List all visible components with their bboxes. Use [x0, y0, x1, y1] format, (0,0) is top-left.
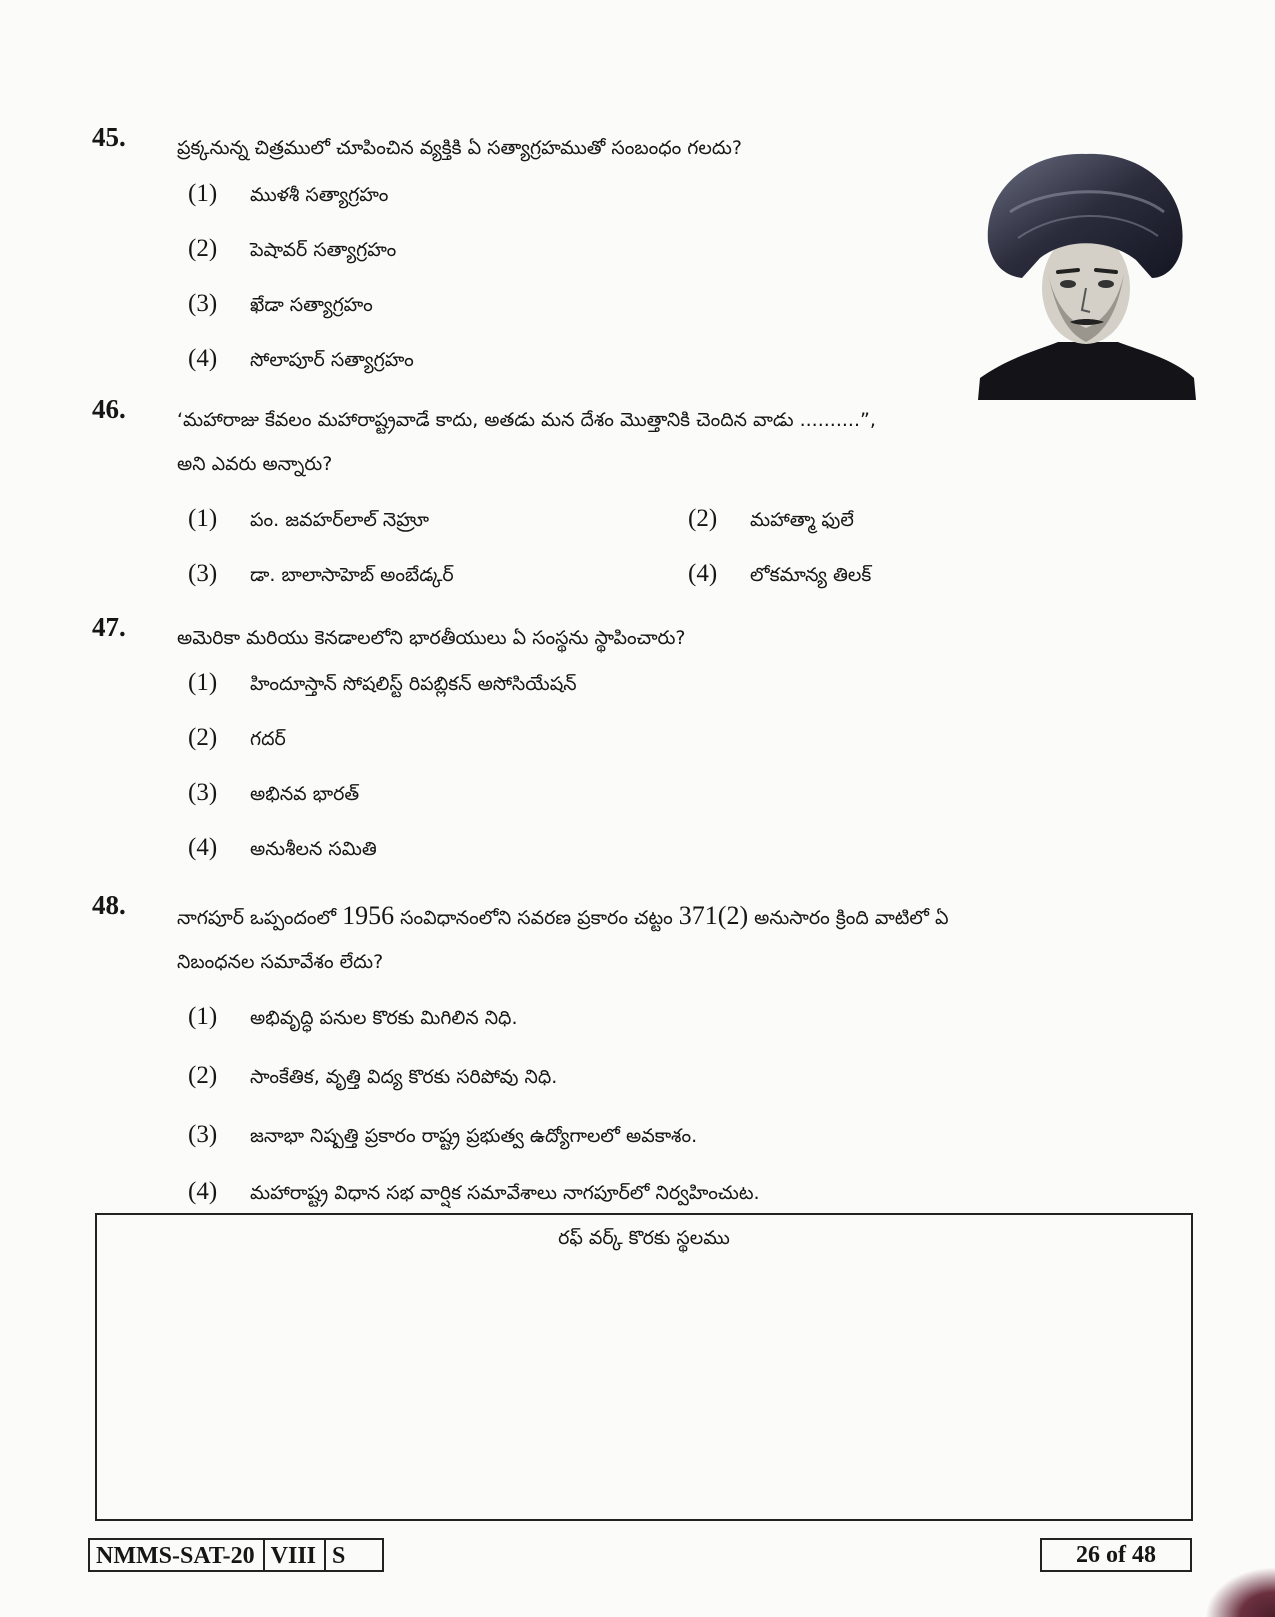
option-45-2[interactable]: (2) పెషావర్ సత్యాగ్రహం [188, 235, 397, 262]
option-47-1[interactable]: (1) హిందూస్తాన్ సోషలిస్ట్ రిపబ్లికన్ అసోసియేషన్ [188, 669, 577, 696]
rough-work-label: రఫ్ వర్క్ కొరకు స్థలము [558, 1227, 730, 1249]
question-text: నాగపూర్ ఒప్పందంలో 1956 సంవిధానంలోని సవరణ ప్రకారం చట్టం 371(2) అనుసారం క్రింది వాటిలో ఏ నిబంధనల సమావేశం లేదు? [177, 901, 949, 973]
option-47-2[interactable]: (2) గదర్ [188, 724, 286, 751]
portrait-image [978, 150, 1196, 400]
option-48-1[interactable]: (1) అభివృద్ధి పనుల కొరకు మిగిలిన నిధి. [188, 1003, 518, 1030]
rough-work-box[interactable] [95, 1213, 1193, 1521]
question-text: అమెరికా మరియు కెనడాలలోని భారతీయులు ఏ సంస్థను స్థాపించారు? [177, 627, 686, 649]
question-number: 48. [92, 890, 126, 920]
question-number: 47. [92, 612, 126, 642]
option-46-3[interactable]: (3) డా. బాలాసాహెబ్ అంబేడ్కర్ [188, 560, 454, 587]
option-47-4[interactable]: (4) అనుశీలన సమితి [188, 834, 377, 861]
question-number: 45. [92, 122, 126, 152]
option-45-3[interactable]: (3) ఖేడా సత్యాగ్రహం [188, 290, 373, 317]
option-45-4[interactable]: (4) సోలాపూర్ సత్యాగ్రహం [188, 345, 414, 372]
question-text: ‘మహారాజు కేవలం మహారాష్ట్రవాడే కాదు, అతడు మన దేశం మొత్తానికి చెందిన వాడు ..........”, అని ఎవరు అన్నారు? [177, 409, 876, 475]
question-number: 46. [92, 394, 126, 424]
question-text: ప్రక్కనున్న చిత్రములో చూపించిన వ్యక్తికి ఏ సత్యాగ్రహముతో సంబంధం గలదు? [177, 137, 742, 159]
option-45-1[interactable]: (1) ముళశీ సత్యాగ్రహం [188, 180, 389, 207]
set-code: S [332, 1543, 346, 1569]
class-code: VIII [265, 1540, 326, 1570]
scan-shadow [1205, 1567, 1275, 1617]
exam-code: NMMS-SAT-20 [90, 1540, 265, 1570]
option-48-4[interactable]: (4) మహారాష్ట్ర విధాన సభ వార్షిక సమావేశాలు నాగపూర్‌లో నిర్వహించుట. [188, 1178, 760, 1205]
exam-code-box [88, 1538, 384, 1572]
option-48-2[interactable]: (2) సాంకేతిక, వృత్తి విద్య కొరకు సరిపోవు నిధి. [188, 1062, 558, 1089]
option-48-3[interactable]: (3) జనాభా నిష్పత్తి ప్రకారం రాష్ట్ర ప్రభుత్వ ఉద్యోగాలలో అవకాశం. [188, 1121, 698, 1148]
option-47-3[interactable]: (3) అభినవ భారత్ [188, 779, 360, 806]
option-46-4[interactable]: (4) లోకమాన్య తిలక్ [688, 560, 872, 587]
option-46-2[interactable]: (2) మహాత్మా ఫులే [688, 505, 854, 532]
option-46-1[interactable]: (1) పం. జవహర్‌లాల్ నెహ్రూ [188, 505, 430, 532]
page-number: 26 of 48 [1040, 1538, 1192, 1572]
